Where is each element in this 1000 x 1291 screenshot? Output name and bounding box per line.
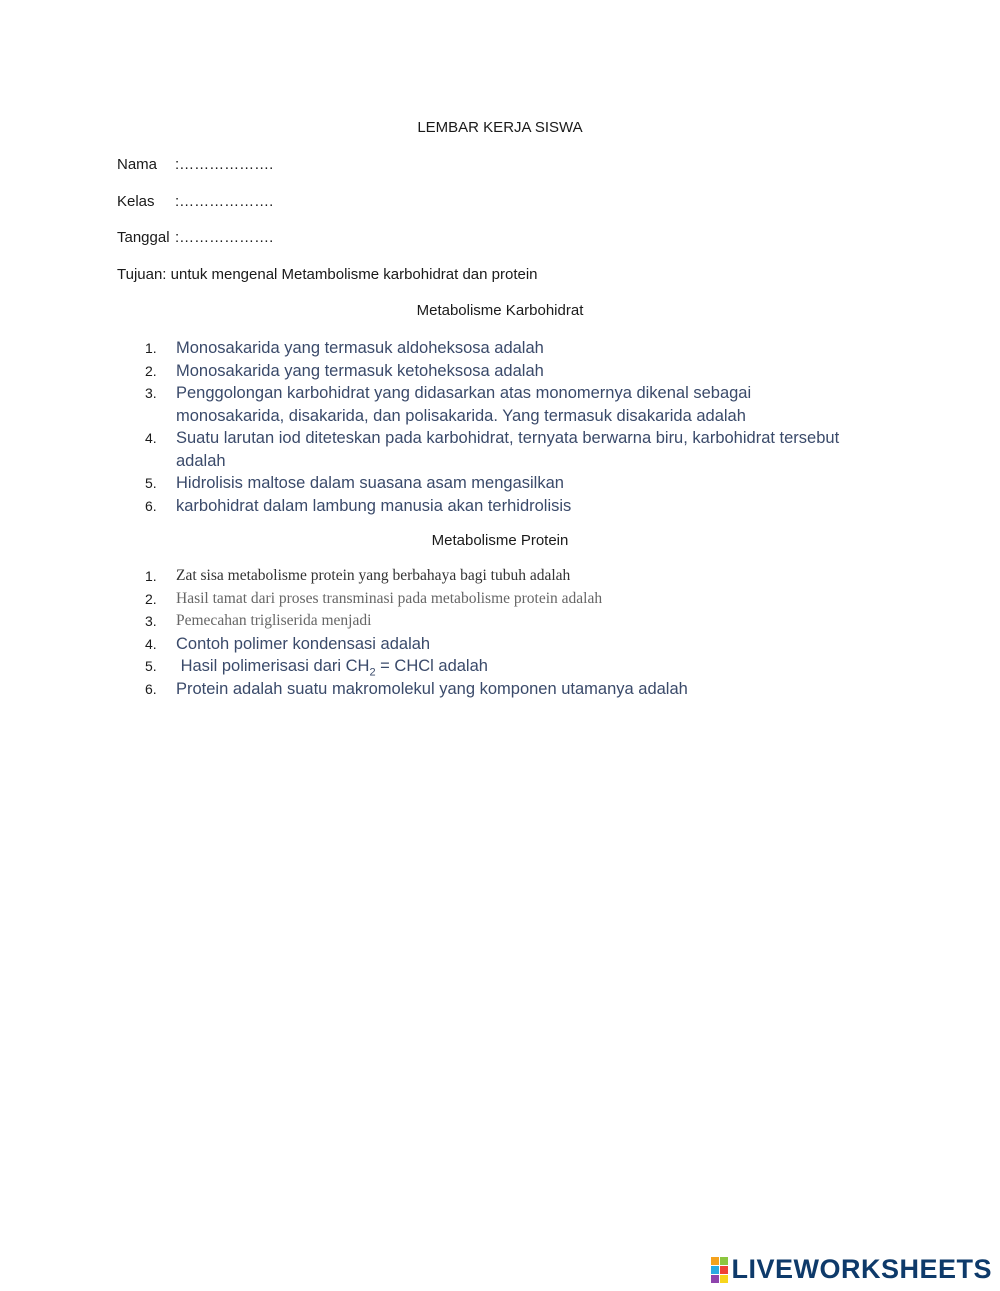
logo-block xyxy=(720,1275,728,1283)
question-text: Hidrolisis maltose dalam suasana asam mengasilkan xyxy=(176,474,564,492)
list-item xyxy=(145,678,845,701)
section-heading-carbohydrate: Metabolisme Karbohidrat xyxy=(416,302,584,319)
item-number: 5. xyxy=(145,475,157,491)
question-text: Zat sisa metabolisme protein yang berbahaya bagi tubuh adalah xyxy=(176,567,571,584)
logo-blocks-icon xyxy=(711,1257,728,1283)
carbohydrate-question-list xyxy=(145,337,845,517)
question-text: karbohidrat dalam lambung manusia akan terhidrolisis xyxy=(176,496,572,515)
question-text: Suatu larutan iod diteteskan pada karbohidrat, ternyata berwarna biru, karbohidrat tersebut adalah xyxy=(176,429,840,470)
class-blank: :………………. xyxy=(175,193,274,210)
question-text: Protein adalah suatu makromolekul yang komponen utamanya adalah xyxy=(176,679,688,698)
list-item xyxy=(145,610,845,633)
formula-text-before: Hasil polimerisasi dari CH xyxy=(176,657,370,675)
item-number: 3. xyxy=(145,385,157,401)
logo-text: LIVEWORKSHEETS xyxy=(731,1254,992,1284)
name-label: Nama xyxy=(117,156,158,173)
item-number: 5. xyxy=(145,658,157,674)
name-blank: :………………. xyxy=(175,156,274,173)
question-text: Contoh polimer kondensasi adalah xyxy=(176,634,431,653)
protein-question-list xyxy=(145,565,845,700)
item-number: 1. xyxy=(145,568,157,584)
list-item xyxy=(145,633,845,656)
formula-text-after: = CHCl adalah xyxy=(375,657,488,675)
item-number: 4. xyxy=(145,430,157,446)
question-text: Monosakarida yang termasuk ketoheksosa adalah xyxy=(176,361,544,380)
item-number: 6. xyxy=(145,497,157,514)
list-item xyxy=(145,588,845,611)
date-label: Tanggal xyxy=(117,229,170,246)
item-number: 2. xyxy=(145,590,157,607)
page-title: LEMBAR KERJA SISWA xyxy=(417,119,583,136)
class-label: Kelas xyxy=(117,193,155,210)
logo-block xyxy=(720,1266,728,1274)
name-field xyxy=(117,156,273,173)
list-item xyxy=(145,565,845,588)
formula-subscript: 2 xyxy=(369,666,376,679)
list-item xyxy=(145,382,845,427)
question-text: Monosakarida yang termasuk aldoheksosa adalah xyxy=(176,339,544,357)
list-item xyxy=(145,427,845,472)
item-number: 3. xyxy=(145,613,157,629)
section-heading-protein: Metabolisme Protein xyxy=(431,532,569,549)
list-item xyxy=(145,472,845,495)
logo-block xyxy=(711,1257,719,1265)
logo-block xyxy=(711,1266,719,1274)
logo-block xyxy=(720,1257,728,1265)
liveworksheets-logo[interactable] xyxy=(711,1254,992,1285)
date-field xyxy=(117,229,273,246)
item-number: 1. xyxy=(145,340,157,356)
class-field xyxy=(117,193,273,210)
goal-text: Tujuan: untuk mengenal Metambolisme karbohidrat dan protein xyxy=(117,266,538,283)
item-number: 4. xyxy=(145,635,157,652)
list-item xyxy=(145,655,845,678)
question-text: Pemecahan trigliserida menjadi xyxy=(176,612,372,629)
question-text xyxy=(176,657,488,679)
list-item xyxy=(145,495,845,518)
question-text: Hasil tamat dari proses transminasi pada metabolisme protein adalah xyxy=(176,589,603,607)
logo-block xyxy=(711,1275,719,1283)
list-item xyxy=(145,360,845,383)
question-text: Penggolongan karbohidrat yang didasarkan atas monomernya dikenal sebagai monosakarida, disakarida, dan polisakarida. Yang termasuk disakarida adalah xyxy=(176,384,752,425)
item-number: 2. xyxy=(145,362,157,379)
item-number: 6. xyxy=(145,680,157,697)
list-item xyxy=(145,337,845,360)
date-blank: :………………. xyxy=(175,229,274,246)
